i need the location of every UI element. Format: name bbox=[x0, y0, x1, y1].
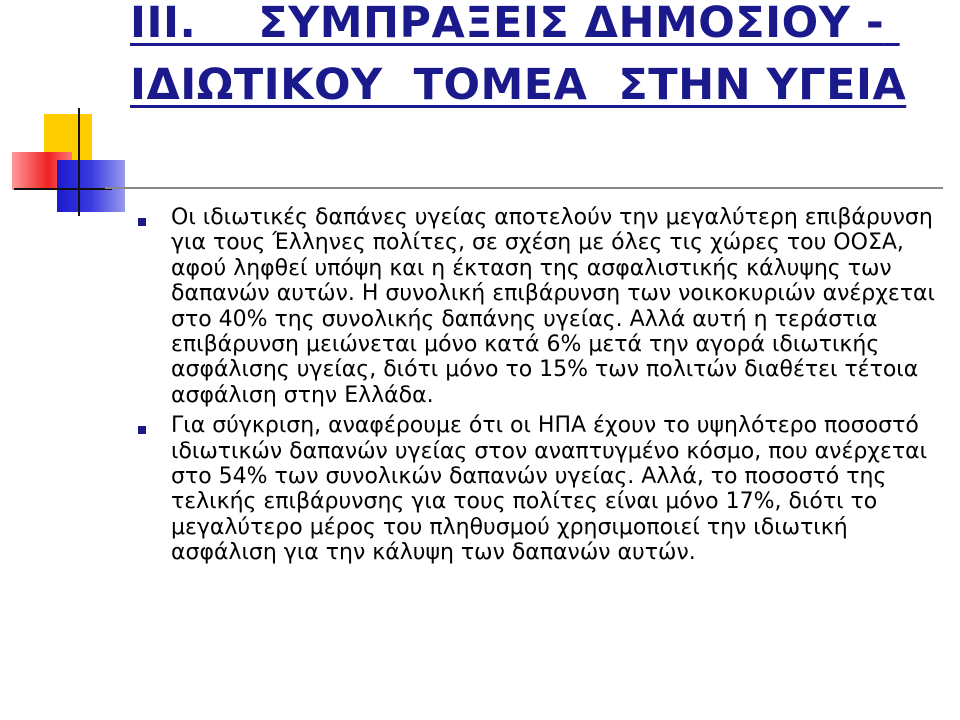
blue-square bbox=[57, 160, 125, 212]
square-bullet-icon bbox=[138, 218, 146, 226]
slide-title: ΙΙΙ. ΣΥΜΠΡΑΞΕΙΣ ΔΗΜΟΣΙΟΥ - ΙΔΙΩΤΙΚΟΥ ΤΟΜΕΑ ΣΤΗΝ ΥΓΕΙΑ bbox=[130, 0, 907, 110]
bullet-item bbox=[138, 205, 938, 408]
bullet-list bbox=[138, 205, 938, 571]
bullet-item bbox=[138, 413, 938, 565]
crossbar-line bbox=[14, 188, 112, 190]
square-bullet-icon bbox=[138, 426, 146, 434]
bullet-text: Για σύγκριση, αναφέρουμε ότι οι ΗΠΑ έχουν το υψηλότερο ποσοστό ιδιωτικών δαπανών υγείας στον αναπτυγμένο κόσμο, που ανέρχεται στο 54% των συνολικών δαπανών υγείας. Αλλά, το ποσοστό της τελικής επιβάρυνσης για τους πολίτες είναι μόνο 17%, διότι το μεγαλύτερο μέρος του πληθυσμού χρησιμοποιεί την ιδιωτική ασφάλιση για την κάλυψη των δαπανών αυτών. bbox=[171, 413, 928, 566]
vertical-line bbox=[78, 108, 80, 216]
title-divider bbox=[105, 187, 943, 189]
bullet-text: Οι ιδιωτικές δαπάνες υγείας αποτελούν την μεγαλύτερη επιβάρυνση για τους Έλληνες πολίτες, σε σχέση με όλες τις χώρες του ΟΟΣΑ, αφού ληφθεί υπόψη και η έκταση της ασφαλιστικής κάλυψης των δαπανών αυτών. Η συνολική επιβάρυνση των νοικοκυριών ανέρχεται στο 40% της συνολικής δαπάνης υγείας. Αλλά αυτή η τεράστια επιβάρυνση μειώνεται μόνο κατά 6% μετά την αγορά ιδιωτικής ασφάλισης υγείας, διότι μόνο το 15% των πολιτών διαθέτει τέτοια ασφάλιση στην Ελλάδα. bbox=[171, 205, 936, 408]
